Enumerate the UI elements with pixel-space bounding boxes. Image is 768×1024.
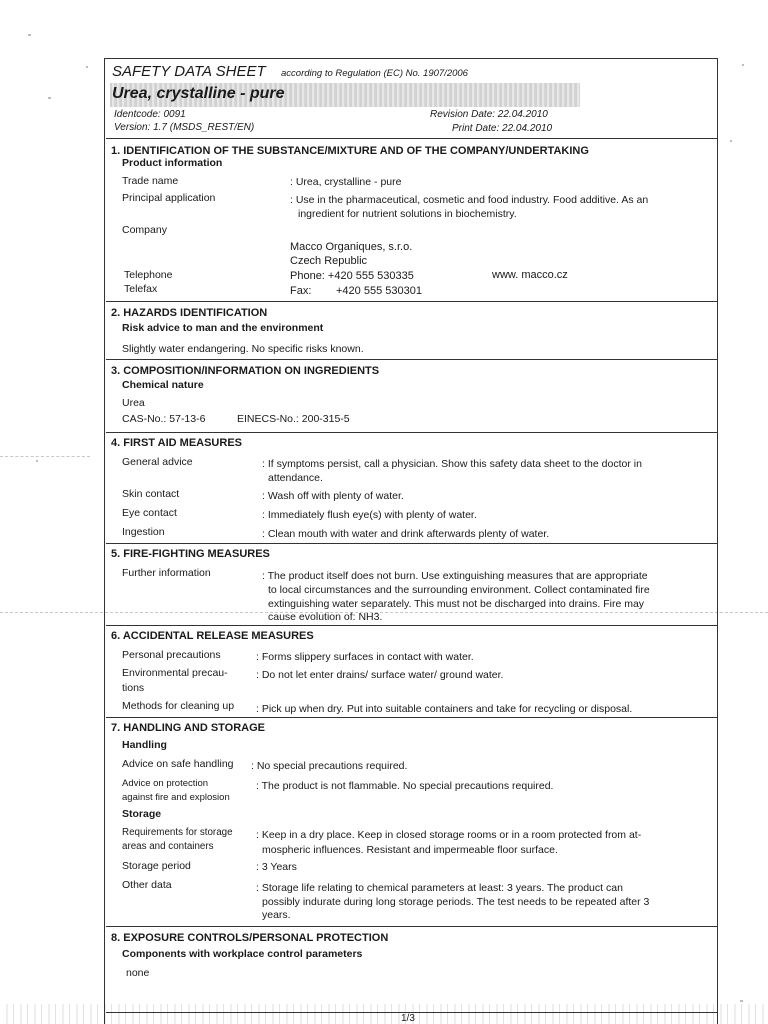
skin-contact-value: : Wash off with plenty of water. xyxy=(262,490,404,502)
storage-requirements-label: Requirements for storage xyxy=(122,827,233,838)
further-info-value-cont: to local circumstances and the surrounding environment. Collect contaminated fire xyxy=(268,584,650,596)
section-2-heading: 2. HAZARDS IDENTIFICATION xyxy=(111,307,268,319)
scan-artifact-line xyxy=(0,456,90,457)
storage-requirements-value: : Keep in a dry place. Keep in closed storage rooms or in a room protected from at- xyxy=(256,829,642,841)
fax-number: +420 555 530301 xyxy=(336,285,422,297)
fax-label: Fax: xyxy=(290,285,312,297)
scan-speck xyxy=(28,34,31,36)
general-advice-label: General advice xyxy=(122,456,193,468)
safe-handling-label: Advice on safe handling xyxy=(122,758,234,770)
section-divider xyxy=(106,301,717,302)
cleaning-methods-value: : Pick up when dry. Put into suitable containers and take for recycling or disposal. xyxy=(256,703,633,715)
eye-contact-value: : Immediately flush eye(s) with plenty of water. xyxy=(262,509,477,521)
ingestion-label: Ingestion xyxy=(122,526,165,538)
trade-name-label: Trade name xyxy=(122,175,179,187)
personal-precautions-value: : Forms slippery surfaces in contact with water. xyxy=(256,651,474,663)
section-3-heading: 3. COMPOSITION/INFORMATION ON INGREDIENTS xyxy=(111,365,380,377)
environmental-precautions-value: : Do not let enter drains/ surface water/ ground water. xyxy=(256,669,504,681)
storage-subheading: Storage xyxy=(122,808,162,820)
ingestion-value: : Clean mouth with water and drink afterwards plenty of water. xyxy=(262,528,550,540)
substance-name: Urea xyxy=(122,397,145,409)
section-8-heading: 8. EXPOSURE CONTROLS/PERSONAL PROTECTION xyxy=(111,932,389,944)
section-divider xyxy=(106,359,717,360)
further-info-value-cont: cause evolution of: NH3. xyxy=(268,611,383,623)
storage-requirements-value-cont: mospheric influences. Resistant and impermeable floor surface. xyxy=(262,844,558,856)
company-country: Czech Republic xyxy=(290,255,368,267)
section-divider xyxy=(106,432,717,433)
telephone-label: Telephone xyxy=(124,269,173,281)
scan-speck xyxy=(742,64,744,66)
section-1-heading: 1. IDENTIFICATION OF THE SUBSTANCE/MIXTURE AND OF THE COMPANY/UNDERTAKING xyxy=(111,145,589,157)
personal-precautions-label: Personal precautions xyxy=(122,649,221,661)
other-data-value: : Storage life relating to chemical parameters at least: 3 years. The product can xyxy=(256,882,623,894)
storage-requirements-label-cont: areas and containers xyxy=(122,841,214,852)
fire-protection-value: : The product is not flammable. No special precautions required. xyxy=(256,780,554,792)
further-info-value: : The product itself does not burn. Use extinguishing measures that are appropriate xyxy=(262,570,648,582)
fire-protection-label-cont: against fire and explosion xyxy=(122,792,230,803)
section-7-heading: 7. HANDLING AND STORAGE xyxy=(111,722,266,734)
print-date: Print Date: 22.04.2010 xyxy=(452,123,553,134)
handling-subheading: Handling xyxy=(122,739,167,751)
regulation-reference: according to Regulation (EC) No. 1907/2006 xyxy=(281,68,468,79)
telefax-label: Telefax xyxy=(124,283,158,295)
storage-period-value: : 3 Years xyxy=(256,861,297,873)
section-divider xyxy=(106,926,717,927)
section-3-subheading: Chemical nature xyxy=(122,379,204,391)
cleaning-methods-label: Methods for cleaning up xyxy=(122,700,235,712)
scan-speck xyxy=(86,66,88,68)
storage-period-label: Storage period xyxy=(122,860,191,872)
section-4-heading: 4. FIRST AID MEASURES xyxy=(111,437,242,449)
application-value-cont: ingredient for nutrient solutions in biochemistry. xyxy=(298,208,517,220)
environmental-precautions-label: Environmental precau- xyxy=(122,667,228,679)
identcode: Identcode: 0091 xyxy=(114,109,186,120)
further-info-value-cont: extinguishing water separately. This must not be discharged into drains. Fire may xyxy=(268,598,645,610)
company-name: Macco Organiques, s.r.o. xyxy=(290,241,413,253)
scan-speck xyxy=(730,140,732,142)
phone-number: Phone: +420 555 530335 xyxy=(290,270,414,282)
revision-date: Revision Date: 22.04.2010 xyxy=(430,109,548,120)
scan-speck xyxy=(48,97,51,99)
page-number: 1/3 xyxy=(401,1013,415,1024)
other-data-value-cont: possibly indurate during long storage periods. The test needs to be repeated after 3 xyxy=(262,896,650,908)
general-advice-value-cont: attendance. xyxy=(268,472,323,484)
application-value: : Use in the pharmaceutical, cosmetic and food industry. Food additive. As an xyxy=(290,194,649,206)
version: Version: 1.7 (MSDS_REST/EN) xyxy=(114,122,255,133)
application-label: Principal application xyxy=(122,192,216,204)
general-advice-value: : If symptoms persist, call a physician. Show this safety data sheet to the doctor in xyxy=(262,458,642,470)
company-label: Company xyxy=(122,224,167,236)
section-8-subheading: Components with workplace control parameters xyxy=(122,948,363,960)
scan-speck xyxy=(36,460,38,462)
skin-contact-label: Skin contact xyxy=(122,488,180,500)
section-divider xyxy=(106,138,717,139)
section-divider xyxy=(106,717,717,718)
document-title: SAFETY DATA SHEET xyxy=(112,63,266,80)
section-1-subheading: Product information xyxy=(122,157,223,169)
eye-contact-label: Eye contact xyxy=(122,507,177,519)
section-2-subheading: Risk advice to man and the environment xyxy=(122,322,324,334)
trade-name-value: : Urea, crystalline - pure xyxy=(290,176,402,188)
section-6-heading: 6. ACCIDENTAL RELEASE MEASURES xyxy=(111,630,314,642)
cas-number: CAS-No.: 57-13-6 xyxy=(122,413,206,425)
product-name: Urea, crystalline - pure xyxy=(112,85,285,102)
scan-speck xyxy=(740,1000,743,1002)
einecs-number: EINECS-No.: 200-315-5 xyxy=(237,413,350,425)
further-info-label: Further information xyxy=(122,567,211,579)
safe-handling-value: : No special precautions required. xyxy=(251,760,408,772)
other-data-value-cont: years. xyxy=(262,909,291,921)
section-5-heading: 5. FIRE-FIGHTING MEASURES xyxy=(111,548,270,560)
other-data-label: Other data xyxy=(122,879,172,891)
workplace-parameters-value: none xyxy=(126,967,150,979)
fire-protection-label: Advice on protection xyxy=(122,778,209,789)
company-website: www. macco.cz xyxy=(492,269,568,281)
hazards-text: Slightly water endangering. No specific risks known. xyxy=(122,343,364,355)
environmental-precautions-label-cont: tions xyxy=(122,682,145,694)
section-divider xyxy=(106,543,717,544)
section-divider xyxy=(106,625,717,626)
